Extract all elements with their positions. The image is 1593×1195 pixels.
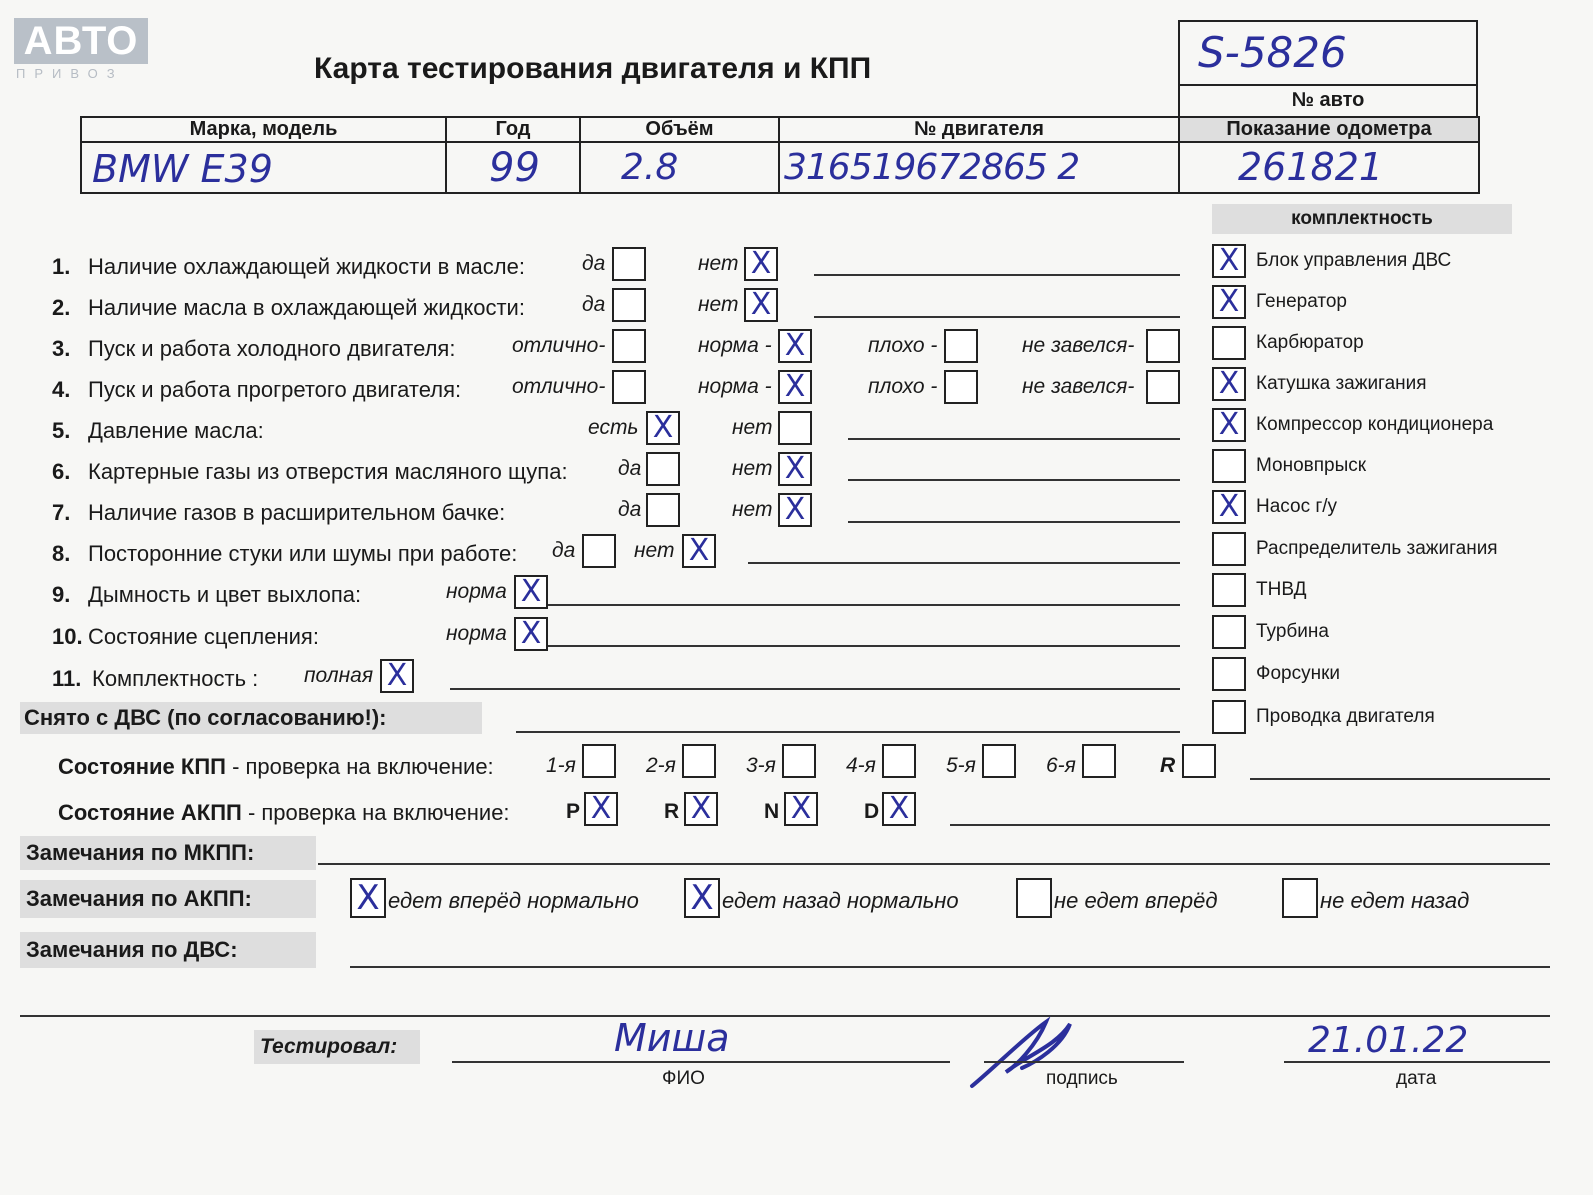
auto-number-label-cell (1178, 84, 1478, 116)
q9-normal-checkbox[interactable]: X (514, 575, 548, 609)
completeness-label-ac-compressor: Компрессор кондиционера (1256, 414, 1494, 435)
q7-opt-yes: да (618, 498, 642, 521)
akpp-mode-r-checkbox[interactable]: X (684, 792, 718, 826)
name-line (452, 1061, 950, 1063)
q7-yes-checkbox[interactable] (646, 493, 680, 527)
removed-label: Снято с ДВС (по согласованию!): (20, 702, 482, 734)
kpp-line (1250, 778, 1550, 780)
completeness-label-ignition-coil: Катушка зажигания (1256, 373, 1427, 394)
akpp-label-bold: Состояние АКПП (58, 800, 242, 825)
q5-opt-present: есть (588, 416, 639, 439)
q5-number: 5. (52, 418, 71, 443)
akpp-mode-p-checkbox[interactable]: X (584, 792, 618, 826)
signature-line (984, 1061, 1184, 1063)
q5-absent-checkbox[interactable] (778, 411, 812, 445)
completeness-label-turbine: Турбина (1256, 621, 1329, 642)
akpp-forward-ok-label: едет вперёд нормально (388, 888, 639, 913)
q3-opt-excellent: отлично- (512, 334, 606, 357)
akpp-forward-ok-checkbox[interactable]: X (350, 878, 386, 918)
q4-excellent-checkbox[interactable] (612, 370, 646, 404)
kpp-gear-1-label: 1-я (546, 754, 576, 777)
q2-opt-yes: да (582, 293, 606, 316)
akpp-no-forward-checkbox[interactable] (1016, 878, 1052, 918)
q11-full-checkbox[interactable]: X (380, 659, 414, 693)
tested-date: 21.01.22 (1308, 1020, 1469, 1061)
q1-number: 1. (52, 254, 71, 279)
akpp-mode-r-label: R (664, 800, 680, 823)
q7-no-checkbox[interactable]: X (778, 493, 812, 527)
completeness-label-injectors: Форсунки (1256, 663, 1340, 684)
completeness-label-ecu: Блок управления ДВС (1256, 250, 1452, 271)
odometer-value: 261821 (1238, 145, 1384, 190)
q6-no-checkbox[interactable]: X (778, 452, 812, 486)
kpp-label (58, 754, 494, 780)
col-engine-number: № двигателя (780, 118, 1180, 141)
q4-opt-excellent: отлично- (512, 375, 606, 398)
q5-line (848, 438, 1180, 440)
q9-text: Дымность и цвет выхлопа: (88, 582, 362, 607)
q2-line (814, 316, 1180, 318)
q7-opt-no: нет (732, 498, 773, 521)
date-line (1284, 1061, 1550, 1063)
completeness-checkbox-ecu[interactable]: X (1212, 244, 1246, 278)
q10-number: 10. (52, 624, 83, 649)
header-table-head (82, 118, 1478, 143)
q7-text: Наличие газов в расширительном бачке: (88, 500, 506, 525)
akpp-mode-d-checkbox[interactable]: X (882, 792, 916, 826)
q4-text: Пуск и работа прогретого двигателя: (88, 377, 462, 402)
completeness-checkbox-ps-pump[interactable]: X (1212, 490, 1246, 524)
q4-opt-not-started: не завелся- (1022, 375, 1135, 398)
header-table-values (82, 143, 1478, 192)
q11-opt-full: полная (304, 664, 374, 687)
q1-yes-checkbox[interactable] (612, 247, 646, 281)
q5-present-checkbox[interactable]: X (646, 411, 680, 445)
akpp-mode-d-label: D (864, 800, 880, 823)
removed-line (516, 731, 1180, 733)
q5-text: Давление масла: (88, 418, 264, 443)
auto-number-box (1178, 20, 1478, 84)
q6-opt-no: нет (732, 457, 773, 480)
engine-number-value: 316519672865 2 (784, 147, 1080, 189)
q1-opt-yes: да (582, 252, 606, 275)
akpp-mode-n-label: N (764, 800, 780, 823)
completeness-label-generator: Генератор (1256, 291, 1347, 312)
completeness-checkbox-generator[interactable]: X (1212, 285, 1246, 319)
completeness-checkbox-turbine[interactable] (1212, 615, 1246, 649)
q6-yes-checkbox[interactable] (646, 452, 680, 486)
q4-bad-checkbox[interactable] (944, 370, 978, 404)
kpp-gear-1-checkbox[interactable] (582, 744, 616, 778)
logo: АВТО (14, 18, 148, 64)
signature-caption: подпись (1046, 1068, 1118, 1089)
q1-opt-no: нет (698, 252, 739, 275)
q5-opt-absent: нет (732, 416, 773, 439)
q11-text: Комплектность : (92, 666, 259, 691)
q2-number: 2. (52, 295, 71, 320)
logo-subtitle: ПРИВОЗ (16, 66, 124, 81)
kpp-gear-3-checkbox[interactable] (782, 744, 816, 778)
q3-not-started-checkbox[interactable] (1146, 329, 1180, 363)
completeness-label-tnvd: ТНВД (1256, 579, 1307, 600)
col-volume: Объём (581, 118, 780, 141)
completeness-label-ps-pump: Насос г/у (1256, 496, 1338, 517)
completeness-checkbox-carburetor[interactable] (1212, 326, 1246, 360)
remarks-mkpp-label: Замечания по МКПП: (20, 836, 316, 870)
completeness-checkbox-injectors[interactable] (1212, 657, 1246, 691)
col-make-model: Марка, модель (82, 118, 447, 141)
kpp-gear-6-checkbox[interactable] (1082, 744, 1116, 778)
q9-number: 9. (52, 582, 71, 607)
akpp-label-rest: - проверка на включение: (241, 800, 510, 825)
q3-bad-checkbox[interactable] (944, 329, 978, 363)
auto-number-value: S-5826 (1198, 28, 1347, 77)
q2-opt-no: нет (698, 293, 739, 316)
akpp-no-backward-checkbox[interactable] (1282, 878, 1318, 918)
kpp-gear-4-checkbox[interactable] (882, 744, 916, 778)
auto-number-label: № авто (1291, 89, 1365, 111)
q4-opt-bad: плохо - (868, 375, 938, 398)
year-value: 99 (489, 145, 540, 192)
tested-name: Миша (614, 1016, 730, 1060)
date-caption: дата (1396, 1068, 1437, 1089)
q3-normal-checkbox[interactable]: X (778, 329, 812, 363)
completeness-checkbox-distributor[interactable] (1212, 532, 1246, 566)
kpp-gear-r-label: R (1160, 754, 1176, 777)
completeness-label-carburetor: Карбюратор (1256, 332, 1364, 353)
akpp-mode-p-label: P (566, 800, 581, 823)
akpp-mode-n-checkbox[interactable]: X (784, 792, 818, 826)
q3-text: Пуск и работа холодного двигателя: (88, 336, 456, 361)
akpp-label (58, 800, 510, 826)
completeness-checkbox-ignition-coil[interactable]: X (1212, 367, 1246, 401)
make-model-value: BMW E39 (92, 147, 273, 192)
page-title: Карта тестирования двигателя и КПП (314, 52, 872, 85)
kpp-label-bold: Состояние КПП (58, 754, 226, 779)
q10-text: Состояние сцепления: (88, 624, 319, 649)
q3-opt-not-started: не завелся- (1022, 334, 1135, 357)
remarks-mkpp-line (318, 863, 1550, 865)
q4-not-started-checkbox[interactable] (1146, 370, 1180, 404)
q8-text: Посторонние стуки или шумы при работе: (88, 541, 518, 566)
q7-number: 7. (52, 500, 71, 525)
q9-opt-normal: норма (446, 580, 507, 603)
footer-divider (20, 1015, 1550, 1017)
akpp-backward-ok-label: едет назад нормально (722, 888, 959, 913)
col-odometer: Показание одометра (1180, 118, 1478, 141)
kpp-gear-5-label: 5-я (946, 754, 976, 777)
remarks-akpp-label: Замечания по АКПП: (20, 880, 316, 918)
q10-opt-normal: норма (446, 622, 507, 645)
kpp-gear-2-checkbox[interactable] (682, 744, 716, 778)
q8-yes-checkbox[interactable] (582, 534, 616, 568)
q3-excellent-checkbox[interactable] (612, 329, 646, 363)
kpp-gear-2-label: 2-я (646, 754, 676, 777)
q11-number: 11. (52, 666, 82, 691)
q3-opt-normal: норма - (698, 334, 772, 357)
completeness-title: комплектность (1212, 204, 1512, 234)
q2-no-checkbox[interactable]: X (744, 288, 778, 322)
name-caption: ФИО (662, 1068, 705, 1089)
completeness-checkbox-mono-injection[interactable] (1212, 449, 1246, 483)
q6-number: 6. (52, 459, 71, 484)
col-year: Год (447, 118, 581, 141)
completeness-checkbox-ac-compressor[interactable]: X (1212, 408, 1246, 442)
completeness-label-mono-injection: Моновпрыск (1256, 455, 1367, 476)
q9-line (548, 604, 1180, 606)
q6-text: Картерные газы из отверстия масляного щупа: (88, 459, 568, 484)
completeness-label-distributor: Распределитель зажигания (1256, 538, 1498, 559)
q7-line (848, 521, 1180, 523)
kpp-gear-3-label: 3-я (746, 754, 776, 777)
completeness-checkbox-tnvd[interactable] (1212, 573, 1246, 607)
kpp-gear-6-label: 6-я (1046, 754, 1076, 777)
q1-line (814, 274, 1180, 276)
q2-yes-checkbox[interactable] (612, 288, 646, 322)
akpp-line (950, 824, 1550, 826)
header-table (80, 116, 1480, 194)
kpp-gear-r-checkbox[interactable] (1182, 744, 1216, 778)
volume-value: 2.8 (621, 147, 679, 189)
q3-opt-bad: плохо - (868, 334, 938, 357)
completeness-checkbox-wiring[interactable] (1212, 700, 1246, 734)
q8-number: 8. (52, 541, 71, 566)
completeness-label-wiring: Проводка двигателя (1256, 706, 1435, 727)
q10-normal-checkbox[interactable]: X (514, 617, 548, 651)
kpp-label-rest: - проверка на включение: (225, 754, 494, 779)
q6-opt-yes: да (618, 457, 642, 480)
q1-no-checkbox[interactable]: X (744, 247, 778, 281)
remarks-dvs-line (350, 966, 1550, 968)
q8-no-checkbox[interactable]: X (682, 534, 716, 568)
remarks-dvs-label: Замечания по ДВС: (20, 932, 316, 968)
kpp-gear-5-checkbox[interactable] (982, 744, 1016, 778)
akpp-backward-ok-checkbox[interactable]: X (684, 878, 720, 918)
q2-text: Наличие масла в охлаждающей жидкости: (88, 295, 525, 320)
q4-number: 4. (52, 377, 71, 402)
akpp-no-forward-label: не едет вперёд (1054, 888, 1218, 913)
q8-line (748, 562, 1180, 564)
q1-text: Наличие охлаждающей жидкости в масле: (88, 254, 525, 279)
akpp-no-backward-label: не едет назад (1320, 888, 1470, 913)
q4-opt-normal: норма - (698, 375, 772, 398)
tested-label: Тестировал: (254, 1030, 420, 1064)
q6-line (848, 479, 1180, 481)
q4-normal-checkbox[interactable]: X (778, 370, 812, 404)
q11-line (450, 688, 1180, 690)
kpp-gear-4-label: 4-я (846, 754, 876, 777)
q8-opt-no: нет (634, 539, 675, 562)
q8-opt-yes: да (552, 539, 576, 562)
q10-line (548, 645, 1180, 647)
q3-number: 3. (52, 336, 71, 361)
